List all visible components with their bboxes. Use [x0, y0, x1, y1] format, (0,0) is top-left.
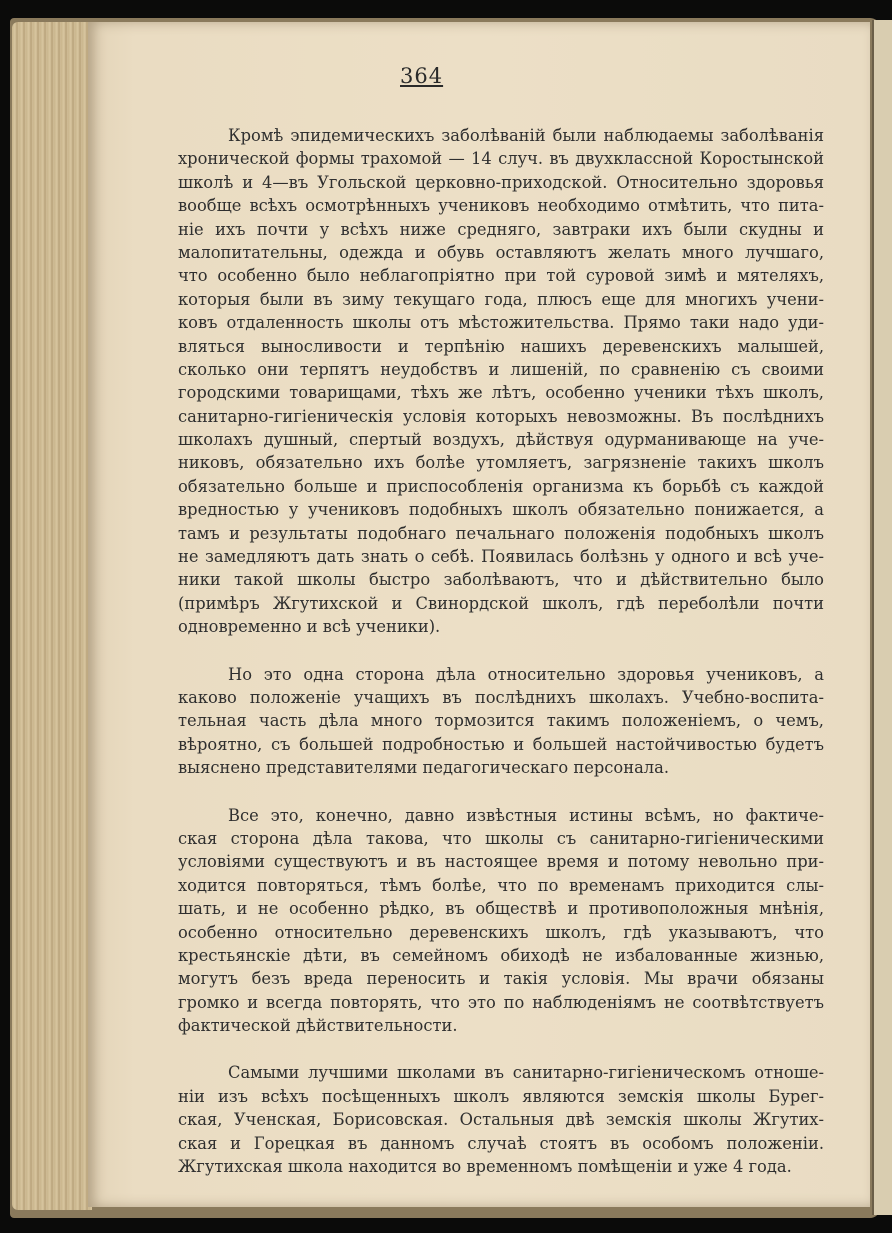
text-line: вляться выносливости и терпѣнію нашихъ деревенскихъ малышей,	[178, 336, 824, 356]
text-line: шать, и не особенно рѣдко, въ обществѣ и противоположныя мнѣнія,	[178, 899, 824, 919]
paragraph-gap	[178, 1037, 824, 1061]
text-line: тельная часть дѣла много тормозится такимъ положеніемъ, о чемъ,	[178, 711, 824, 731]
text-line: Все это, конечно, давно извѣстныя истины всѣмъ, но фактиче-	[228, 805, 824, 825]
paragraph-gap	[178, 639, 824, 663]
text-line: (примѣръ Жгутихской и Свинордской школъ, гдѣ переболѣли почти	[178, 593, 824, 613]
text-line: санитарно-гигіеническія условія которыхъ невозможны. Въ послѣднихъ	[178, 406, 824, 426]
text-line: сколько они терпятъ неудобствъ и лишеній, по сравненію съ своими	[178, 359, 824, 379]
text-line: никовъ, обязательно ихъ болѣе утомляетъ, загрязненіе такихъ школъ	[178, 453, 824, 473]
text-line: школахъ душный, спертый воздухъ, дѣйствуя одурманивающе на уче-	[178, 430, 824, 450]
text-line: фактической дѣйствительности.	[178, 1016, 458, 1036]
text-line: ходится повторяться, тѣмъ болѣе, что по временамъ приходится слы-	[178, 875, 824, 895]
paragraph	[178, 663, 824, 780]
text-line: ская, Ученская, Борисовская. Остальныя двѣ земскія школы Жгутих-	[178, 1110, 824, 1130]
text-line: особенно относительно деревенскихъ школъ, гдѣ указываютъ, что	[178, 922, 824, 942]
text-line: вѣроятно, съ большей подробностью и большей настойчивостью будетъ	[178, 734, 824, 754]
page-stack-edges	[12, 22, 92, 1210]
text-line: крестьянскіе дѣти, въ семейномъ обиходѣ не избалованные жизнью,	[178, 945, 824, 965]
text-line: громко и всегда повторять, что это по наблюденіямъ не соотвѣтствуетъ	[178, 992, 824, 1012]
text-line: обязательно больше и приспособленія организма къ борьбѣ съ каждой	[178, 476, 824, 496]
text-line: ковъ отдаленность школы отъ мѣстожительства. Прямо таки надо уди-	[178, 313, 824, 333]
text-line: каково положеніе учащихъ въ послѣднихъ школахъ. Учебно-воспита-	[178, 687, 824, 707]
text-line: что особенно было неблагопріятно при той суровой зимѣ и мятеляхъ,	[178, 266, 824, 286]
text-line: Но это одна сторона дѣла относительно здоровья учениковъ, а	[228, 664, 824, 684]
text-line: условіями существуютъ и въ настоящее время и потому невольно при-	[178, 852, 824, 872]
text-line: ская сторона дѣла такова, что школы съ санитарно-гигіеническими	[178, 828, 824, 848]
text-line: школѣ и 4—въ Угольской церковно-приходской. Относительно здоровья	[178, 172, 824, 192]
text-line: выяснено представителями педагогическаго персонала.	[178, 758, 670, 778]
text-line: ники такой школы быстро заболѣваютъ, что и дѣйствительно было	[178, 570, 824, 590]
text-line: малопитательны, одежда и обувь оставляютъ желать много лучшаго,	[178, 242, 824, 262]
text-line: не замедляютъ дать знать о себѣ. Появилась болѣзнь у одного и всѣ уче-	[178, 547, 824, 567]
text-line: одновременно и всѣ ученики).	[178, 617, 441, 637]
text-line: Жгутихская школа находится во временномъ помѣщеніи и уже 4 года.	[178, 1157, 792, 1177]
page-body-text	[178, 124, 824, 1178]
text-line: вообще всѣхъ осмотрѣнныхъ учениковъ необходимо отмѣтить, что пита-	[178, 196, 824, 216]
paragraph	[178, 804, 824, 1038]
text-line: могутъ безъ вреда переносить и такія условія. Мы врачи обязаны	[178, 969, 824, 989]
text-line: ніе ихъ почти у всѣхъ ниже средняго, завтраки ихъ были скудны и	[178, 219, 824, 239]
paragraph	[178, 124, 824, 639]
text-line: вредностью у учениковъ подобныхъ школъ обязательно понижается, а	[178, 500, 824, 520]
text-line: хронической формы трахомой — 14 случ. въ двухклассной Коростынской	[178, 149, 824, 169]
text-line: Кромѣ эпидемическихъ заболѣваній были наблюдаемы заболѣванія	[228, 126, 824, 145]
text-line: ніи изъ всѣхъ посѣщенныхъ школъ являются земскія школы Бурег-	[178, 1086, 824, 1106]
paragraph-gap	[178, 780, 824, 804]
facing-page-sliver	[872, 20, 892, 1215]
paragraph	[178, 1061, 824, 1178]
text-line: Самыми лучшими школами въ санитарно-гигіеническомъ отноше-	[228, 1063, 824, 1083]
text-line: которыя были въ зиму текущаго года, плюсъ еще для многихъ учени-	[178, 289, 824, 309]
text-line: ская и Горецкая въ данномъ случаѣ стоятъ въ особомъ положеніи.	[178, 1133, 824, 1153]
text-line: тамъ и результаты подобнаго печальнаго положенія подобныхъ школъ	[178, 523, 824, 543]
text-line: городскими товарищами, тѣхъ же лѣтъ, особенно ученики тѣхъ школъ,	[178, 383, 824, 403]
